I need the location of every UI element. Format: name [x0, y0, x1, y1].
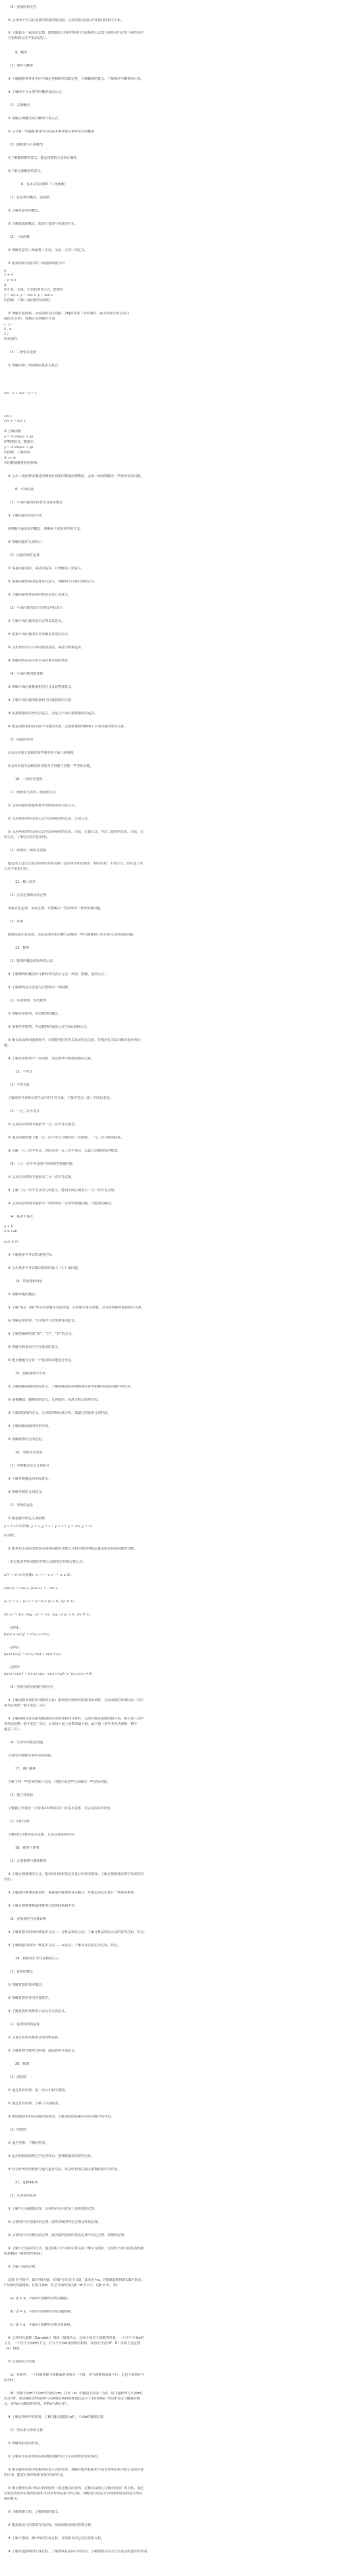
text-line: ④ 能在极坐标系中给出简单图形（如过极点的直线、过极点或圆心在极点的圆）的方程。通过 [8, 2486, 144, 2490]
text-line: 轴的交点等），理解正切函数在区间 [4, 317, 55, 321]
text-line: ② 掌握向量数乘的运算及其意义，理解两个向量共线的含义。 [8, 580, 98, 584]
text-line: ② 运用结构图梳理已学过的知识、整理收集到的资料信息。 [8, 2154, 95, 2158]
text-line: 比较这些图形在极坐标系和平面直角坐标系中的方程，理解用方程表示平面图形时选择适当坐标 [4, 2492, 143, 2496]
text-line: （1）数列的概念和简单表示法 [8, 959, 53, 963]
text-line: ② 了解在平面直角坐标系伸缩变换作用下平面图形的变化情况。 [8, 2455, 101, 2459]
text-line: 上方，一个位于平面π的下方，并且与平面π及圆锥均相切，其切点分别为F，E）证明上述定理 [4, 2341, 141, 2345]
text-line: （1）合情推理与演绎推理 [8, 1859, 47, 1863]
text-line: 超过三次）。 [4, 1727, 22, 1731]
text-line: （2）古典概型 [8, 103, 30, 107]
text-line: 多项式函数一般不超过三次）。 [4, 1704, 49, 1708]
text-line: 了解下列一些常见的统计方法，并能应用这些方法解决一些实际问题。 [8, 1780, 111, 1784]
text-line: · 法则3： [8, 1666, 22, 1669]
text-line: 了解独立性检验（只要求2×2列联表）的基本思想、方法及其简单应用。 [8, 1806, 114, 1810]
text-line: 对函数图像变化的影响。 [4, 461, 41, 465]
text-line: 切点为F，则点A到点F的距离与点A到直线m的距离比是小于1的常数e（称点F为这个椭圆的焦 [4, 2397, 140, 2401]
text-line: ③ 理解正弦函数、余弦函数在区间[0，2π]的性质（如单调性、最大和最小值以及与 [8, 312, 130, 316]
text-line: [u(x) ± v(x)]' = u'(x) ± v'(x) [4, 1633, 50, 1637]
text-line: π [4, 269, 7, 273]
text-line: （3）三角恒等变换 [8, 350, 37, 354]
text-line: ③ 会从实际情境中抽象出一些简单的二元线性规划问题，并能加以解决。 [8, 1202, 115, 1206]
text-line: ③ 会解一元二次不等式，对给定的一元二次不等式，会设计求解的程序框图。 [8, 1149, 121, 1153]
text-line: 6、基本初等函数Ⅱ（三角函数） [21, 182, 68, 186]
text-line: ① 通过实例，了解结构图。 [8, 2141, 49, 2145]
text-line: （5）向量的应用 [8, 738, 34, 742]
text-line: 19、数系的扩充与复数的引入 [15, 1957, 59, 1961]
text-line: y = sin x, y = cos x, y = tan x [4, 293, 53, 297]
text-line: ① 了解合情推理的含义，能利用归纳和类比等进行简单的推理，了解合情推理在数学发现中的 [8, 1872, 144, 1876]
text-line: 20、框图 [15, 2062, 30, 2066]
text-line: 2 ± α [4, 273, 13, 277]
text-line: 了解现实世界和日常生活中的不等关系，了解不等式（组）的实际背景。 [8, 1096, 114, 1100]
text-line: （2）应用 [8, 920, 24, 924]
text-line: ① 会用向量的数量积推导出两角差的余弦公式。 [8, 804, 78, 808]
text-line: （4）生活中的优化问题 [8, 1741, 43, 1745]
text-line: 14、常用逻辑用语 [15, 1279, 43, 1283]
text-line: ( - π [4, 323, 11, 327]
text-line: ⑧ 了解其他摆线的生成过程，了解摆线在实际中的应用，了解摆线在表示行星运动轨道中的作用。 [8, 2550, 151, 2554]
text-line: ④ 了解等差数列与一次函数、等比数列与指数函数的关系。 [8, 1057, 95, 1061]
text-line: （1）任意角的概念、弧度制 [8, 196, 50, 200]
text-line: y = C (C为常数), y = x, y = x ², y = x ³, y = 1/x, y = √x [4, 1525, 93, 1528]
text-line: ②了解几何概型的意义。 [8, 169, 44, 173]
text-line: （2）等差数列、等比数列 [8, 999, 47, 1003]
text-line: ②会用向量方法解决简单的力学问题与其他一些实际问题。 [8, 764, 94, 768]
text-line: ③ 能绘制简单实际问题的流程图，了解流程图在解决实际问题中的作用。 [8, 2115, 115, 2119]
text-line: ① 了解任意角的概念。 [8, 209, 42, 213]
text-line: · 法则2： [8, 1646, 22, 1650]
text-line: sin x [4, 414, 12, 418]
text-line: ① 了解直接证明的两种基本方法——分析法和综合法；了解分析法和综合法的思考过程、特点。 [8, 1930, 148, 1934]
text-line: 2 ≥ √ab [4, 1229, 17, 1233]
text-line: 点，直线m为椭圆的准线，常数e为离心率）。 [4, 2402, 70, 2406]
text-line: ③ 了解合情推理和演绎推理之间的联系和差异。 [8, 1904, 78, 1908]
text-line: cos x = tan x [4, 419, 26, 423]
text-line: （3）导数在研究函数中的应用 [8, 1685, 53, 1689]
text-line: ① 了解平面向量的基本定理及其意义。 [8, 619, 65, 623]
text-line: 11、解三角形 [15, 880, 36, 884]
text-line: 线是椭圆（特殊情形是圆）。 [4, 2252, 45, 2256]
text-line: ⑤ 理解全称量词与存在量词的意义。 [8, 1345, 62, 1349]
text-line: ①了解随机数的意义，能运用模拟方法估计概率。 [8, 156, 80, 160]
text-line: （2）直接证明与间接证明 [8, 1917, 47, 1921]
text-line: ③ 能在极坐标系中用极坐标表示点的位置，理解在极坐标系和平面直角坐标系中表示点的位置 [8, 2468, 144, 2472]
text-line: ② 了解演绎推理的重要性，掌握演绎推理的基本模式，并能运用它们进行一些简单推理。 [8, 1891, 138, 1895]
text-line: ① 理解同角三角函数的基本关系式： [8, 364, 62, 368]
text-line: ⑦ 会证明以下结果： [8, 2360, 39, 2364]
text-line: 会利用导数解决某些实际问题。 [8, 1754, 55, 1758]
text-line: ① 理解平面向量数量积的含义及其物理意义。 [8, 685, 75, 689]
text-line: a + b [4, 1225, 13, 1229]
text-line: ① 理解命题的概念。 [8, 1293, 39, 1297]
text-line: ② 通过函数图像了解一元二次不等式与相应的二次函数、一元二次方程的联系。 [8, 1136, 124, 1140]
text-line: ② 理解导数的几何意义。 [8, 1490, 45, 1494]
text-line: （b）如果平面π与平面π'的交线为m，在⑤（a）中椭圆上任取一点A，该丹迪林球与平面π的 [8, 2392, 143, 2395]
text-line: (a,b ≥ 0) [4, 1240, 19, 1244]
text-line: 掌握正弦定理、余弦定理，并能解决一些简单的三角形度量问题。 [8, 907, 104, 910]
text-line: ③ 掌握数量积的坐标表达式，会进行平面向量数量积的运算。 [8, 712, 98, 715]
text-line: [u(x) / v(x)]' = [u'(x) v(x) - u(x) v'(x)] / v ²(x) (v(x) ≠ 0) [4, 1672, 93, 1676]
text-line: （b）β = α，平面π与圆锥的交线为抛物线； [8, 2310, 74, 2314]
text-line: ① 了解圆锥曲线的实际背景，了解圆锥曲线在刻画现实世界和解决实际问题中的作用。 [8, 1385, 134, 1389]
text-line: （1）导数概念及其几何意义 [8, 1464, 50, 1468]
text-line: ① 理解古典概型及其概率计算公式。 [8, 117, 62, 121]
text-line: （2）向量的线性运算 [8, 553, 40, 557]
text-line: 9、概率 [15, 51, 28, 55]
text-line: （2）坐标系与参数方程 [8, 2428, 43, 2432]
text-line: （3）二元一次不等式组与简单线性规划问题 [8, 1162, 73, 1166]
text-line: （4）基本不等式 [8, 1215, 34, 1219]
text-line: ③ 理解必要条件、充分条件与充要条件的意义。 [8, 1319, 78, 1323]
text-line: （3）随机数与几何概型 [8, 143, 43, 147]
text-line: y = A sin(ωx + φ) [4, 445, 34, 449]
text-line: ② 理解复数相等的充要条件。 [8, 1996, 52, 2000]
text-line: 12、数列 [15, 946, 30, 950]
text-line: ⑥ 会利用丹迪林（Dandelin）双球（如图所示，这两个球位于圆锥的内部，一个位于平面π的 [8, 2336, 144, 2340]
text-line: （1）独立性检验 [8, 1793, 34, 1797]
text-line: ③ 会用三角函数去描述周期变化现象的数量函数模型，会用三角函数解决一些简单实际问题。 [8, 474, 144, 478]
text-line: ①会用向量方法解决某些简单的平面几何问题。 [8, 751, 77, 755]
text-line: ③ 了解复数的代数表示法及其几何意义。 [8, 2009, 68, 2013]
text-line: 2 ) [4, 332, 9, 336]
text-line: 公式不要求记忆）。 [4, 867, 32, 871]
text-line: ① 会从实际情境中抽象出一元二次不等式模型。 [8, 1123, 78, 1127]
text-line: ① 通过具体实例，进一步认识程序框图。 [8, 2088, 68, 2092]
text-line: 21、选修4系列 [15, 2181, 38, 2185]
text-line: 定理 在空间中，取直线l为轴，直线l'与l相交于点O，其夹角为α，l'围绕l旋转得到以O为顶点， [8, 2278, 145, 2282]
text-line: 能运用上述公式进行简单的恒等变换（包括导出积化和差、和差化积、半角公式，但对这三组 [8, 862, 144, 866]
text-line: 17、统计案例 [15, 1767, 36, 1771]
text-line: ②理解平面向量的概念，理解两个向量相等的含义。 [8, 527, 84, 531]
text-line: ③ 会用坐标表示平面向量的加法、减法与数乘运算。 [8, 646, 85, 650]
text-line: ⑤ 理解数形结合的思想。 [8, 1438, 45, 1442]
text-line: ③ 会证明并应用相交弦定理、圆内接四边形的性质定理与判定定理、切割线定理。 [8, 2233, 128, 2237]
text-line: [u(x) v(x)]' = u'(x) v(x) + u(x) v'(x) [4, 1652, 61, 1656]
text-line: 的区别，能进行极坐标和直角坐标的互化。 [4, 2473, 67, 2477]
text-line: ② 了解二元一次不等式的几何意义，能用平面区域表示二元一次不等式组。 [8, 1189, 118, 1192]
text-line: ④ 了解逻辑联结词“或”、“且”、“非”的含义。 [8, 1332, 75, 1336]
text-line: 2 , π [4, 327, 12, 331]
text-line: ⑤ 了解参数方程，了解参数的意义。 [8, 2510, 62, 2514]
text-line: （2）导数的运算 [8, 1503, 34, 1507]
text-line: ⑧ 了解定理⑤中的证明，了解当β无限接近α时，平面π的极限结果。 [8, 2415, 107, 2419]
text-line: 的图像，了解参数 [4, 451, 31, 455]
text-line: ① 了解基本不等式的证明过程。 [8, 1253, 55, 1257]
text-line: ① 了解向量的实际背景。 [8, 514, 45, 518]
text-line: ② 了解数列是自变量为正整数的一类函数。 [8, 986, 72, 990]
text-line: （1）事件与概率 [8, 64, 34, 68]
text-line: ① 了解导数概念的实际背景。 [8, 1477, 52, 1481]
text-line: ④ 了解圆锥曲线的简单应用。 [8, 1424, 52, 1428]
text-line: 作用。 [4, 1878, 14, 1882]
text-line: ② 掌握平面向量的正交分解及其坐标表示。 [8, 632, 72, 636]
text-line: ② 会证明并应用圆周角定理、圆的切线的判定定理及性质定理。 [8, 2220, 101, 2224]
text-line: ① 了解随机事件发生的不确定性和频率的稳定性，了解概率的意义，了解频率与概率的区别。 [8, 77, 144, 81]
text-line: ① 理解复数的基本概念。 [8, 1983, 45, 1987]
text-line: （2）简单的三角恒等变换 [8, 849, 47, 853]
text-line: ⑥ 能正确地对含有一个量词的命题进行否定。 [8, 1358, 75, 1362]
text-line: 10、三角恒等变换 [15, 777, 43, 781]
text-line: （1）两角和与差的三角函数公式 [8, 791, 57, 795]
text-line: ② 了解间接证明的一种基本方法——反证法；了解反证法的思考过程、特点。 [8, 1944, 121, 1947]
text-line: ① 会作两个有关联变量的数据的散点图，会利用散点图认识变量间的相关关系。 [8, 18, 124, 22]
text-line: ④ 了解平行投影的含义，通过圆柱与平面的位置关系了解平行投影；会证明平面与圆柱面的截 [8, 2247, 144, 2251]
text-line: 的正弦、余弦、正切的诱导公式，能画出 [4, 288, 64, 292]
text-line: ① 理解任意角三角函数（正弦、余弦、正切）的定义。 [8, 248, 88, 252]
text-line: ① 掌握向量加法、减法的运算，并理解其几何意义。 [8, 567, 85, 571]
text-line: ① 会进行复数代数形式的四则运算。 [8, 2036, 62, 2040]
text-line: （a）在⑥中，一个丹迪林球与圆锥面的交线为一个圆，并与圆锥的底面平行。记这个圆所在平 [8, 2373, 145, 2377]
text-line: 18、推理与证明 [15, 1846, 40, 1850]
text-line: l'为母线的圆锥面，任取平面π，若它与轴l交角为β（π与l平行，记β = 0），则： [4, 2283, 120, 2287]
text-line: ② 了解“若p，则q”形式的命题及其逆命题、否命题与逆否命题，会分析四种命题的相互关系。 [8, 1306, 145, 1310]
text-line: 面为π'； [4, 2378, 17, 2382]
text-line: （1）平面向量的实际背景及基本概念 [8, 501, 63, 505]
text-line: ③ 能在具体的问题情境中，识别数列的等差关系或等比关系，并能用有关知识解决相应的问 [8, 1038, 141, 1042]
text-line: 8、平面向量 [15, 488, 34, 491]
text-line: ① 理解坐标系的作用。 [8, 2442, 42, 2446]
text-line: （1）几何证明选讲 [8, 2194, 37, 2198]
text-line: ② 了解复数代数形式的加、减运算的几何意义。 [8, 2049, 78, 2053]
text-line: ⑥ 能选择适当的参数写出直线、圆和圆锥曲线的参数方程。 [8, 2523, 95, 2527]
text-line: （2）回归分析 [8, 1820, 30, 1824]
text-line: ② 掌握等差数列、等比数列的通项公式与前n项和公式。 [8, 1025, 90, 1029]
text-line: (ln x)' = 1/x; (log ₐ x)' = 1/x · log ₐ e (a > 0, 且a ≠ 1) [4, 1613, 90, 1617]
text-line: ④ 能运用数量积表示两个向量的夹角，会用数量积判断两个平面向量的垂直关系。 [8, 725, 128, 729]
text-line: （2）复数的四则运算 [8, 2023, 40, 2027]
text-line: 了解回归分析的基本思想、方法及其简单应用。 [8, 1833, 78, 1837]
text-line: 的单调性。 [4, 337, 21, 341]
text-line: 的图像，了解三角函数的周期性。 [4, 298, 54, 302]
text-line: sin ² x + cos ² x = 1, [4, 391, 38, 395]
text-line: （a）情况。 [4, 2347, 23, 2351]
text-line: ① 能根据导数定义求函数 [8, 1517, 45, 1521]
text-line: ② 了解弧度制概念，能进行弧度与角度的互化。 [8, 222, 78, 226]
text-line: ，π ± α [4, 278, 17, 282]
text-line: (e ˣ)' = e ˣ; (a ˣ)' = a ˣ ln a (a > 0, 且a ≠ 1); [4, 1600, 75, 1604]
text-line: （2）一元二次不等式 [8, 1109, 40, 1113]
text-line: （1）复数的概念 [8, 1970, 34, 1974]
text-line: ② 会用两角差的余弦公式导出两角差的正弦、正切公式。 [8, 817, 92, 821]
text-line: ② 能利用单位圆中的三角函数线推导出 [8, 262, 65, 266]
text-line: （3）平面向量的基本定理及坐标表示 [8, 606, 63, 610]
text-line: A, ω, φ [4, 456, 16, 460]
text-line: （1）流程图 [8, 2075, 27, 2079]
text-line: 16、导数及其应用 [15, 1451, 43, 1455]
text-line: ④ 理解用坐标表示的平面向量共线的条件。 [8, 659, 72, 663]
text-line: ① 了解数列的概念和几种简单的表示方法（列表、图像、通项公式）。 [8, 972, 109, 976]
text-line: ② 掌握椭圆、抛物线的定义、几何图形、标准方程及简单性质。 [8, 1398, 101, 1402]
text-line: （c）β < α，平面π与圆锥的交线为双曲线。 [8, 2323, 74, 2327]
text-line: · 法则1： [8, 1626, 22, 1630]
text-line: ② 能利用下面给出的基本初等函数的导数公式和导数的四则运算法则求简单函数的导数。 [8, 1547, 138, 1551]
text-line: ② 了解最小二乘法的思想，能根据给出的线性回归方程系数公式建立线性回归方程（线性回归 [8, 31, 144, 35]
text-line: 能够运用正弦定理、余弦定理等知识和方法解决一些与测量和几何计算有关的实际问题。 [8, 933, 137, 937]
text-line: 的导数。 [4, 1534, 18, 1538]
text-line: ① 会从实际情境中抽象出二元一次不等式组。 [8, 1175, 75, 1179]
text-line: ② 通过具体实例，了解工序流程图。 [8, 2102, 62, 2106]
text-line: ① 了解函数单调性和导数的关系；能利用导数研究函数的单调性，会求函数的单调区间（其中 [8, 1698, 144, 1702]
text-line: （a）β > α，平面π与圆锥的交线为椭圆； [8, 2297, 70, 2301]
text-line: (sin x)' = cos x; (cos x)' = - sin x; [4, 1586, 59, 1590]
text-line: ① 理解等差数列、等比数列的概念。 [8, 1012, 62, 1016]
text-line: 多项式函数一般不超过三次）；会求闭区间上函数的最大值、最小值（其中多项式函数一般不 [4, 1722, 138, 1726]
text-line: ③ 了解向量线性运算的性质及其几何意义。 [8, 593, 72, 597]
text-line: ⑤ 了解下面的定理。 [8, 2265, 39, 2269]
text-line: （2）三角函数 [8, 235, 30, 239]
text-line: 的物理意义，能画出 [4, 440, 34, 444]
text-line: ③ 会用两角差的余弦公式导出两角和的正弦、余弦、正切公式，导出二倍角的正弦、余弦、正 [8, 830, 144, 834]
text-line: 系的意义。 [4, 2497, 21, 2501]
text-line: ② 了解函数在某点取得极值的必要条件和充分条件；会用导数求函数的极大值、极小值（其中 [8, 1717, 144, 1721]
text-line: ② 了解两个互斥事件的概率加法公式。 [8, 90, 65, 94]
text-line: ① 了解平行线截割定理，会证明并应用直角三角形射影定理。 [8, 2207, 98, 2211]
text-line: ③ 理解向量的几何表示。 [8, 540, 45, 544]
text-line: （1）正弦定理和余弦定理 [8, 893, 47, 897]
text-line: 方程系数公式不要求记忆）。 [8, 36, 49, 40]
text-line: （1）不等关系 [8, 1083, 30, 1087]
text-line: ② 了解平面向量的数量积与向量投影的关系。 [8, 698, 75, 702]
text-line: （4）平面向量的数量积 [8, 672, 43, 676]
text-line: 题。 [4, 1044, 11, 1048]
text-line: · 常见基本初等函数的导数公式和常用导数运算公式： [8, 1560, 86, 1564]
text-line: y = A sin(ωx + φ) [4, 435, 34, 439]
text-line: ⑦ 了解平摆线、渐开线的生成过程，并能推导出它们的参数方程。 [8, 2536, 105, 2540]
text-line: ② 了解函数 [4, 430, 22, 434]
text-line: ③ 结合作出的结构图与他人进行交流，体会结构图在揭示事物联系中的作用。 [8, 2168, 121, 2171]
text-line: 13、不等式 [15, 1070, 33, 1074]
text-line: 15、圆锥曲线与方程 [15, 1372, 46, 1376]
text-line: ② 会计算一些随机事件所含的基本事件数及事件发生的概率。 [8, 130, 98, 134]
text-line: α [4, 283, 7, 287]
text-line: （2）结构图 [8, 2128, 27, 2132]
text-line: ② 会用基本不等式解决简单的最大（小）值问题。 [8, 1266, 82, 1270]
text-line: ③ 了解双曲线的定义、几何图形和标准方程，知道它的简单几何性质。 [8, 1411, 111, 1415]
text-line: （3）变量的相关性 [8, 5, 37, 9]
text-line: (C)' = 0 (C为常数); (x ⁿ)' = n x ⁿ⁻¹, n ∈ N₊; [4, 1573, 73, 1577]
text-line: 切公式，了解它们的内在联系。 [4, 835, 51, 839]
